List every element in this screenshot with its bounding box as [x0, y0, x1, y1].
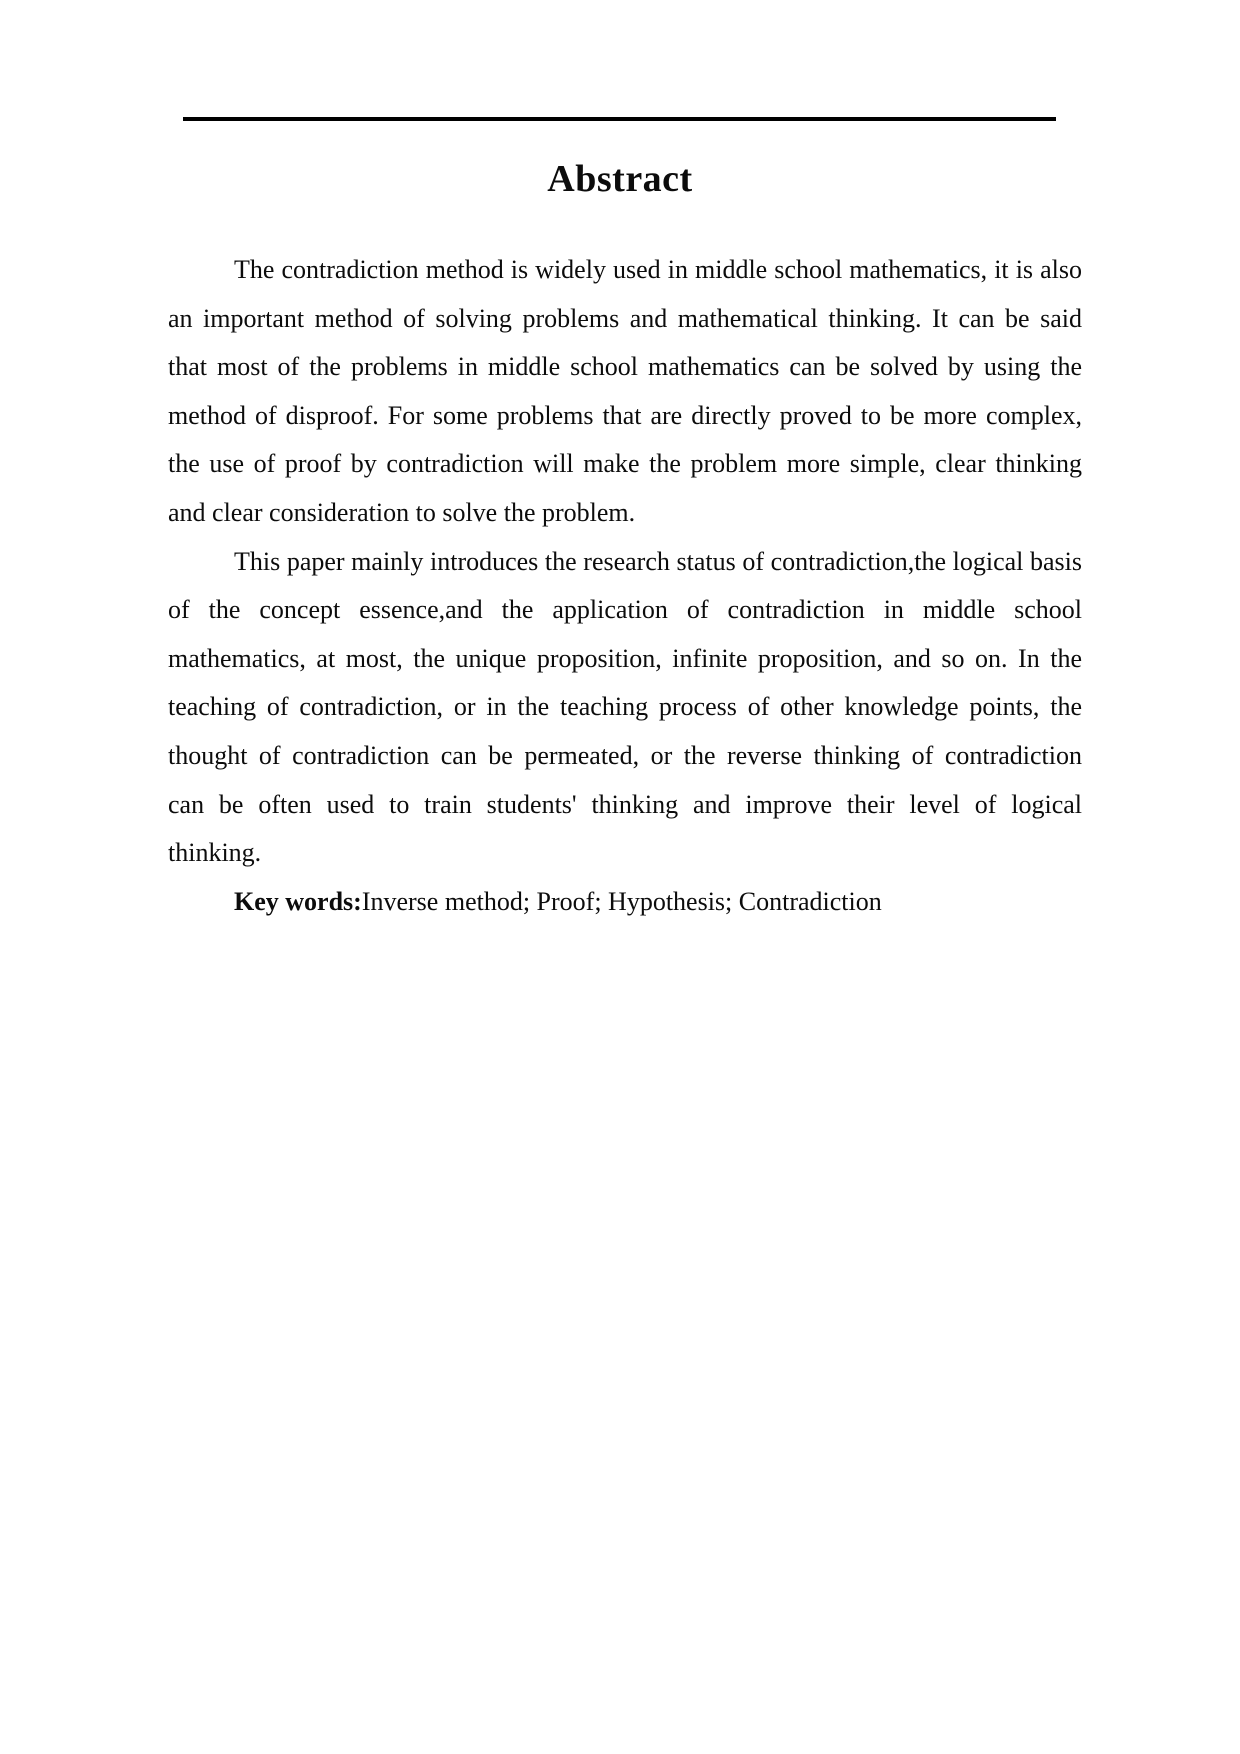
paragraph-line: an important method of solving problems and mathematical thinking. It can be said	[168, 303, 1082, 333]
keywords-label: Key words:	[234, 886, 362, 916]
header-rule	[183, 117, 1056, 121]
page-title: Abstract	[547, 158, 693, 200]
paragraph-line: that most of the problems in middle school mathematics can be solved by using the	[168, 352, 1082, 382]
paragraph-line: thinking.	[168, 838, 262, 868]
paragraph-2	[168, 538, 1082, 878]
paragraph-line: of the concept essence,and the application of contradiction in middle school	[168, 595, 1082, 625]
paragraph-line: and clear consideration to solve the problem.	[168, 497, 636, 527]
paragraph-line: This paper mainly introduces the research status of contradiction,the logical basis	[234, 546, 1082, 576]
abstract-body	[168, 246, 1082, 926]
paragraph-line: The contradiction method is widely used in middle school mathematics, it is also	[234, 255, 1082, 284]
paragraph-line: teaching of contradiction, or in the teaching process of other knowledge points, the	[168, 692, 1082, 722]
paragraph-1	[168, 246, 1082, 538]
paragraph-line: the use of proof by contradiction will make the problem more simple, clear thinking	[168, 449, 1082, 479]
paragraph-line: thought of contradiction can be permeated, or the reverse thinking of contradiction	[168, 740, 1082, 770]
keywords-line	[168, 878, 1082, 927]
paragraph-line: method of disproof. For some problems that are directly proved to be more complex,	[168, 400, 1082, 430]
paragraph-line: can be often used to train students' thinking and improve their level of logical	[168, 789, 1082, 819]
paragraph-line: mathematics, at most, the unique proposition, infinite proposition, and so on. In the	[168, 643, 1082, 673]
keywords-value: Inverse method; Proof; Hypothesis; Contradiction	[361, 886, 882, 916]
